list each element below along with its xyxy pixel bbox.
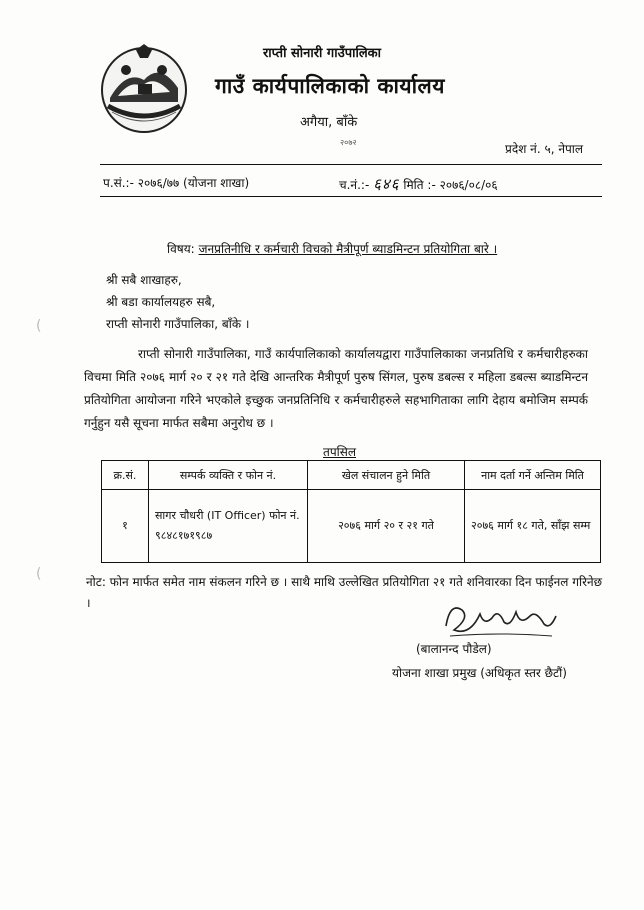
schedule-table [101,460,601,563]
note-text: नोट: फोन मार्फत समेत नाम संकलन गरिने छ । साथै माथि उल्लेखित प्रतियोगिता २१ गते शनिवारका दिन फाईनल गरिनेछ । [86,575,603,610]
header-rule-top [100,164,602,165]
cell-sn: १ [102,490,149,563]
margin-scribble: ( [36,566,42,582]
signatory-title: योजना शाखा प्रमुख (अधिकृत स्तर छैटौं) [392,666,567,680]
subject-text: जनप्रतिनीधि र कर्मचारी विचको मैत्रीपूर्ण ब्याडमिन्टन प्रतियोगिता बारे । [198,242,498,256]
signature-image [440,596,560,646]
table-row [102,490,601,563]
col-header-last-date: नाम दर्ता गर्ने अन्तिम मिति [465,461,601,490]
addressee-line: राप्ती सोनारी गाउँपालिका, बाँके । [106,317,250,331]
dispatch-number: ६४६ [373,175,400,193]
dispatch-and-date [339,174,498,194]
subject-label: विषय: [167,242,195,256]
reference-number: प.सं.:- २०७६/७७ (योजना शाखा) [103,176,250,190]
schedule-title: तपसिल [323,445,357,459]
header-rule-bottom [100,196,602,197]
table-header-row [102,461,601,490]
cell-last-date: २०७६ मार्ग १८ गते, साँझ सम्म [465,490,601,563]
body-paragraph: राप्ती सोनारी गाउँपालिका, गाउँ कार्यपालिकाको कार्यालयद्वारा गाउँपालिकाका जनप्रतिधि र कर्मचारीहरुका विचमा मिति २०७६ मार्ग २० र २१ गते देखि आन्तरिक मैत्रीपूर्ण पुरुष सिंगल, पुरुष डबल्स र महिला डबल्स ब्याडमिन्टन प्रतियोगिता आयोजना गरिने भएकोले इच्छुक जनप्रतिनिधि र कर्मचारीहरुले सहभागिताका लागि देहाय बमोजिम सम्पर्क गर्नुहुन यसै सूचना मार्फत सबैमा अनुरोध छ । [84,347,588,430]
office-title: गाउँ कार्यपालिकाको कार्यालय [215,74,445,98]
cell-contact: सागर चौधरी (IT Officer) फोन नं. ९८४८१७१९८७ [149,490,308,563]
col-header-sn: क्र.सं. [102,461,149,490]
subject-line [167,240,497,257]
addressee-line: श्री सबै शाखाहरु, [106,273,182,287]
col-header-contact: सम्पर्क व्यक्ति र फोन नं. [149,461,308,490]
dispatch-label: च.नं.:- [339,178,370,192]
office-location: अगैया, बाँके [300,115,358,130]
margin-scribble: ( [36,318,42,334]
letter-date: मिति :- २०७६/०८/०६ [403,178,498,192]
municipality-name: राप्ती सोनारी गाउँपालिका [262,46,382,61]
stamp-text: २०७२ [340,138,357,147]
addressee-line: श्री बडा कार्यालयहरु सबै, [106,295,216,309]
province-text: प्रदेश नं. ५, नेपाल [505,142,584,156]
cell-game-date: २०७६ मार्ग २० र २१ गते [308,490,465,563]
col-header-game-date: खेल संचालन हुने मिति [308,461,465,490]
signatory-name: (बालानन्द पौडेल) [416,642,492,656]
